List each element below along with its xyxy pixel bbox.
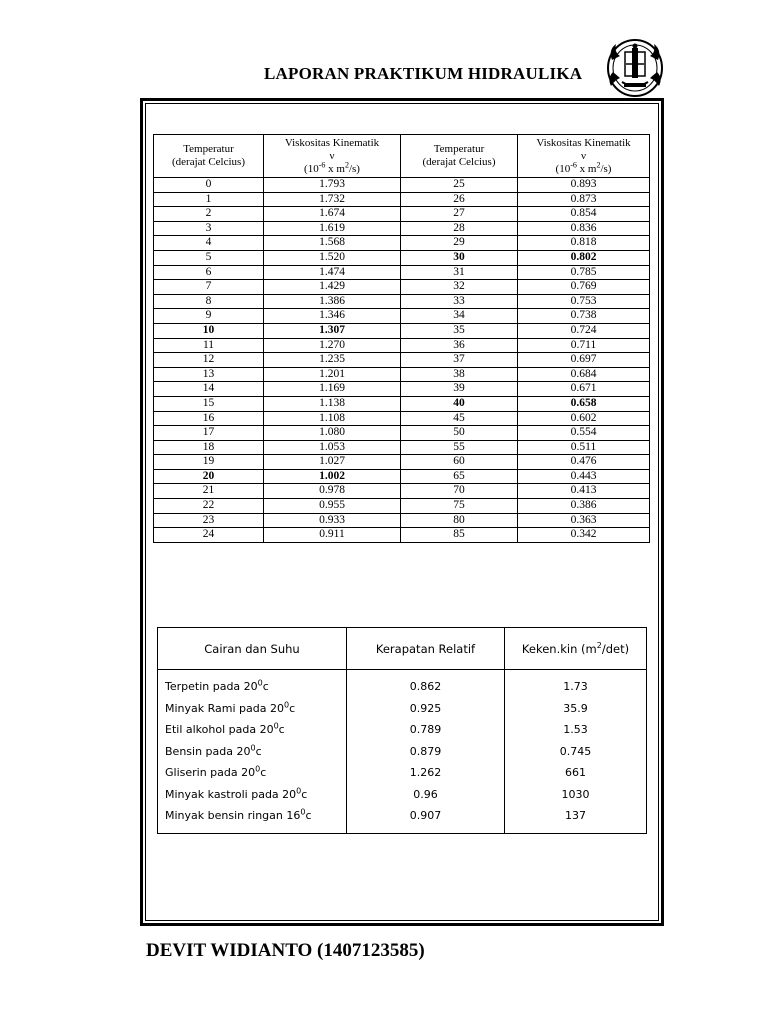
table-row — [154, 353, 650, 368]
viscosity-cell: 0.671 — [518, 382, 650, 397]
viscosity-cell: 0.955 — [264, 499, 401, 514]
table-row — [154, 513, 650, 528]
viscosity-cell: 1.027 — [264, 455, 401, 470]
temperature-cell: 36 — [401, 338, 518, 353]
temperature-cell: 22 — [154, 499, 264, 514]
liquid-name-cell: Bensin pada $20^0c$ — [158, 741, 347, 763]
viscosity-cell: 0.386 — [518, 499, 650, 514]
temperature-cell: 27 — [401, 207, 518, 222]
table-row — [158, 762, 647, 784]
relative-density-cell: 0.96 — [347, 784, 505, 806]
relative-density-table — [157, 627, 647, 834]
temperature-cell: 1 — [154, 192, 264, 207]
viscosity-cell: 0.769 — [518, 280, 650, 295]
kinematic-viscosity-cell: 137 — [505, 805, 647, 833]
temperature-cell: 7 — [154, 280, 264, 295]
table-row — [154, 469, 650, 484]
table-row — [154, 411, 650, 426]
temperature-cell: 30 — [401, 250, 518, 265]
university-seal-icon — [606, 38, 664, 98]
temperature-cell: 50 — [401, 426, 518, 441]
temperature-cell: 38 — [401, 367, 518, 382]
relative-density-cell: 0.789 — [347, 719, 505, 741]
table-row — [154, 528, 650, 543]
table-row — [154, 323, 650, 338]
viscosity-cell: 0.724 — [518, 323, 650, 338]
temperature-cell: 32 — [401, 280, 518, 295]
temperature-cell: 31 — [401, 265, 518, 280]
temperature-cell: 40 — [401, 396, 518, 411]
viscosity-cell: 0.785 — [518, 265, 650, 280]
author-name: DEVIT WIDIANTO (1407123585) — [146, 940, 425, 961]
viscosity-cell: 0.738 — [518, 309, 650, 324]
temperature-cell: 65 — [401, 469, 518, 484]
viscosity-cell: 1.080 — [264, 426, 401, 441]
temperature-cell: 75 — [401, 499, 518, 514]
viscosity-cell: 1.169 — [264, 382, 401, 397]
table-row — [154, 207, 650, 222]
liquid-name-cell: Minyak bensin ringan $16^0c$ — [158, 805, 347, 833]
temperature-cell: 9 — [154, 309, 264, 324]
temperature-cell: 23 — [154, 513, 264, 528]
viscosity-cell: 0.978 — [264, 484, 401, 499]
table-row — [154, 396, 650, 411]
table-row — [158, 805, 647, 833]
table-row — [154, 236, 650, 251]
viscosity-cell: 1.201 — [264, 367, 401, 382]
viscosity-cell: 1.520 — [264, 250, 401, 265]
viscosity-cell: 1.053 — [264, 440, 401, 455]
table-row — [154, 309, 650, 324]
temperature-cell: 21 — [154, 484, 264, 499]
viscosity-cell: 0.342 — [518, 528, 650, 543]
temperature-header-left: Temperatur (derajat Celcius) — [154, 135, 264, 178]
temperature-cell: 3 — [154, 221, 264, 236]
temperature-cell: 70 — [401, 484, 518, 499]
viscosity-cell: 0.697 — [518, 353, 650, 368]
viscosity-cell: 0.476 — [518, 455, 650, 470]
viscosity-cell: 0.413 — [518, 484, 650, 499]
liquid-temperature-header: Cairan dan Suhu — [158, 628, 347, 670]
viscosity-cell: 1.793 — [264, 178, 401, 193]
temperature-cell: 55 — [401, 440, 518, 455]
temperature-cell: 34 — [401, 309, 518, 324]
temperature-cell: 39 — [401, 382, 518, 397]
viscosity-cell: 1.002 — [264, 469, 401, 484]
table-row — [154, 367, 650, 382]
temperature-cell: 10 — [154, 323, 264, 338]
viscosity-cell: 0.602 — [518, 411, 650, 426]
viscosity-cell: 0.893 — [518, 178, 650, 193]
viscosity-cell: 0.511 — [518, 440, 650, 455]
temperature-cell: 28 — [401, 221, 518, 236]
table-row — [158, 698, 647, 720]
viscosity-cell: 0.911 — [264, 528, 401, 543]
temperature-cell: 5 — [154, 250, 264, 265]
temperature-cell: 85 — [401, 528, 518, 543]
table-row — [154, 440, 650, 455]
viscosity-cell: 0.684 — [518, 367, 650, 382]
liquid-name-cell: Minyak kastroli pada $20^0c$ — [158, 784, 347, 806]
temperature-cell: 12 — [154, 353, 264, 368]
temperature-cell: 8 — [154, 294, 264, 309]
viscosity-cell: 1.307 — [264, 323, 401, 338]
temperature-header-right: Temperatur (derajat Celcius) — [401, 135, 518, 178]
temperature-cell: 14 — [154, 382, 264, 397]
temperature-cell: 2 — [154, 207, 264, 222]
table-row — [154, 178, 650, 193]
viscosity-header-right: Viskositas Kinematik ν ($10^{-6}$ x $m^2/s$) — [518, 135, 650, 178]
viscosity-cell: 0.802 — [518, 250, 650, 265]
viscosity-header-row — [154, 135, 650, 178]
relative-density-cell: 0.879 — [347, 741, 505, 763]
liquid-name-cell: Terpetin pada $20^0c$ — [158, 670, 347, 698]
relative-density-cell: 0.907 — [347, 805, 505, 833]
kinematic-viscosity-table — [153, 134, 650, 543]
table-row — [154, 265, 650, 280]
table-row — [154, 294, 650, 309]
temperature-cell: 17 — [154, 426, 264, 441]
viscosity-cell: 1.270 — [264, 338, 401, 353]
temperature-cell: 19 — [154, 455, 264, 470]
temperature-cell: 15 — [154, 396, 264, 411]
viscosity-cell: 1.674 — [264, 207, 401, 222]
viscosity-cell: 1.619 — [264, 221, 401, 236]
temperature-cell: 24 — [154, 528, 264, 543]
relative-density-cell: 1.262 — [347, 762, 505, 784]
temperature-cell: 33 — [401, 294, 518, 309]
table-row — [154, 484, 650, 499]
temperature-cell: 16 — [154, 411, 264, 426]
temperature-cell: 26 — [401, 192, 518, 207]
viscosity-cell: 0.554 — [518, 426, 650, 441]
viscosity-cell: 0.363 — [518, 513, 650, 528]
temperature-cell: 13 — [154, 367, 264, 382]
temperature-cell: 60 — [401, 455, 518, 470]
temperature-cell: 18 — [154, 440, 264, 455]
viscosity-cell: 1.429 — [264, 280, 401, 295]
viscosity-header-left: Viskositas Kinematik ν ($10^{-6}$ x $m^2/s$) — [264, 135, 401, 178]
table-row — [154, 499, 650, 514]
temperature-cell: 45 — [401, 411, 518, 426]
viscosity-cell: 0.818 — [518, 236, 650, 251]
temperature-cell: 80 — [401, 513, 518, 528]
kinematic-viscosity-cell: 35.9 — [505, 698, 647, 720]
table-row — [158, 784, 647, 806]
viscosity-cell: 0.443 — [518, 469, 650, 484]
viscosity-cell: 0.933 — [264, 513, 401, 528]
temperature-cell: 6 — [154, 265, 264, 280]
table-row — [154, 280, 650, 295]
viscosity-cell: 0.658 — [518, 396, 650, 411]
density-header-row — [158, 628, 647, 670]
table-row — [158, 741, 647, 763]
temperature-cell: 35 — [401, 323, 518, 338]
viscosity-cell: 0.873 — [518, 192, 650, 207]
viscosity-cell: 0.854 — [518, 207, 650, 222]
table-row — [154, 250, 650, 265]
table-row — [154, 192, 650, 207]
report-title: LAPORAN PRAKTIKUM HIDRAULIKA — [264, 64, 583, 83]
temperature-cell: 25 — [401, 178, 518, 193]
table-row — [154, 455, 650, 470]
temperature-cell: 29 — [401, 236, 518, 251]
kinematic-viscosity-header: Keken.kin $(m^2/\det)$ — [505, 628, 647, 670]
viscosity-cell: 1.346 — [264, 309, 401, 324]
temperature-cell: 4 — [154, 236, 264, 251]
kinematic-viscosity-cell: 1.53 — [505, 719, 647, 741]
liquid-name-cell: Minyak Rami pada $20^0c$ — [158, 698, 347, 720]
kinematic-viscosity-cell: 1030 — [505, 784, 647, 806]
viscosity-cell: 1.732 — [264, 192, 401, 207]
temperature-cell: 11 — [154, 338, 264, 353]
liquid-name-cell: Etil alkohol pada $20^0c$ — [158, 719, 347, 741]
temperature-cell: 37 — [401, 353, 518, 368]
viscosity-cell: 1.386 — [264, 294, 401, 309]
viscosity-cell: 0.711 — [518, 338, 650, 353]
table-row — [154, 338, 650, 353]
viscosity-cell: 0.836 — [518, 221, 650, 236]
table-row — [154, 382, 650, 397]
temperature-cell: 0 — [154, 178, 264, 193]
kinematic-viscosity-cell: 661 — [505, 762, 647, 784]
viscosity-cell: 0.753 — [518, 294, 650, 309]
table-row — [154, 221, 650, 236]
table-row — [158, 670, 647, 698]
relative-density-cell: 0.925 — [347, 698, 505, 720]
kinematic-viscosity-cell: 1.73 — [505, 670, 647, 698]
viscosity-cell: 1.108 — [264, 411, 401, 426]
viscosity-cell: 1.568 — [264, 236, 401, 251]
viscosity-cell: 1.138 — [264, 396, 401, 411]
kinematic-viscosity-cell: 0.745 — [505, 741, 647, 763]
relative-density-header: Kerapatan Relatif — [347, 628, 505, 670]
relative-density-cell: 0.862 — [347, 670, 505, 698]
liquid-name-cell: Gliserin pada $20^0c$ — [158, 762, 347, 784]
viscosity-cell: 1.235 — [264, 353, 401, 368]
viscosity-cell: 1.474 — [264, 265, 401, 280]
table-row — [158, 719, 647, 741]
temperature-cell: 20 — [154, 469, 264, 484]
table-row — [154, 426, 650, 441]
